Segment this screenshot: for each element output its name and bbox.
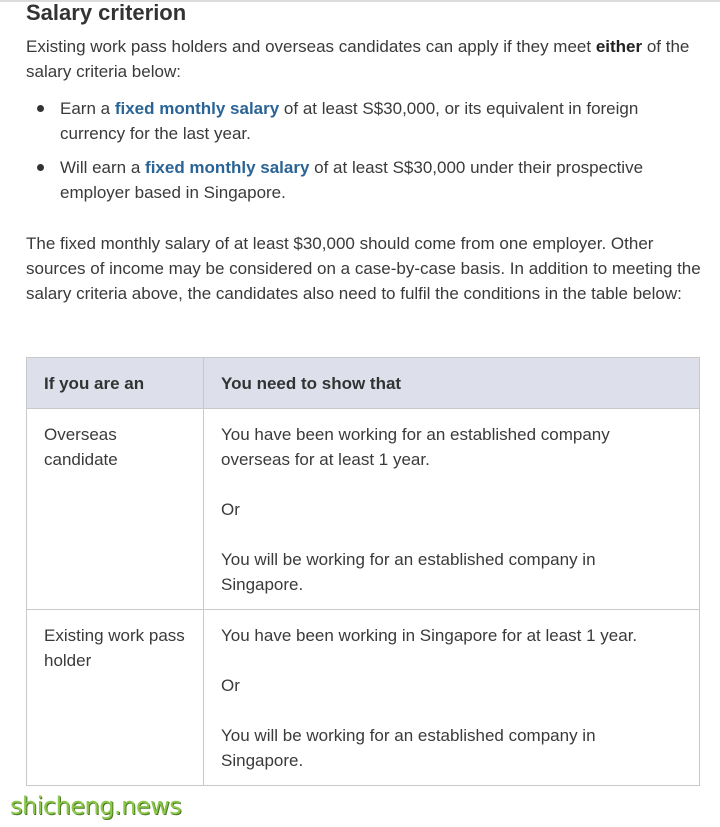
intro-text-start: Existing work pass holders and overseas candidates can apply if they meet xyxy=(26,37,596,56)
conditions-paragraph: The fixed monthly salary of at least $30,000 should come from one employer. Other sources of income may be considered on a case-by-case basis. In addition to meeting the salary criteria above, the candidates also need to fulfil the conditions in the table below: xyxy=(26,234,701,303)
bullet-text-end: of at least S$30,000 under their prospective employer based in Singapore. xyxy=(60,158,644,202)
table-row xyxy=(27,409,700,610)
requirement-cell xyxy=(204,409,700,610)
or-separator: Or xyxy=(221,500,240,519)
list-item xyxy=(26,155,686,205)
bullet-icon xyxy=(37,164,44,171)
requirement-text: You have been working in Singapore for at least 1 year. xyxy=(221,626,638,645)
conditions-table xyxy=(26,357,700,786)
or-separator: Or xyxy=(221,676,240,695)
fixed-monthly-salary-link[interactable]: fixed monthly salary xyxy=(145,158,310,177)
bullet-text-start: Will earn a xyxy=(60,158,146,177)
watermark-logo: shicheng.news xyxy=(10,792,182,820)
column-header-requirement: You need to show that xyxy=(204,358,700,409)
salary-criteria-list xyxy=(26,96,686,214)
applicant-type-cell: Overseas candidate xyxy=(27,409,204,610)
table-header-row xyxy=(27,358,700,409)
requirement-text: You have been working for an established company overseas for at least 1 year. xyxy=(221,425,610,469)
bullet-icon xyxy=(37,105,44,112)
intro-paragraph xyxy=(26,34,696,84)
requirement-cell xyxy=(204,610,700,786)
bullet-text-start: Earn a xyxy=(60,99,115,118)
applicant-type-cell: Existing work pass holder xyxy=(27,610,204,786)
fixed-monthly-salary-link[interactable]: fixed monthly salary xyxy=(114,99,280,118)
requirement-text: You will be working for an established company in Singapore. xyxy=(221,550,596,594)
intro-bold-either: either xyxy=(595,37,643,56)
column-header-applicant: If you are an xyxy=(27,358,204,409)
bullet-text-end: of at least S$30,000, or its equivalent in foreign currency for the last year. xyxy=(60,99,639,143)
requirement-text: You will be working for an established company in Singapore. xyxy=(221,726,596,770)
table-row xyxy=(27,610,700,786)
list-item xyxy=(26,96,686,146)
section-heading: Salary criterion xyxy=(26,0,187,25)
intro-text-end: of the salary criteria below: xyxy=(26,37,690,81)
